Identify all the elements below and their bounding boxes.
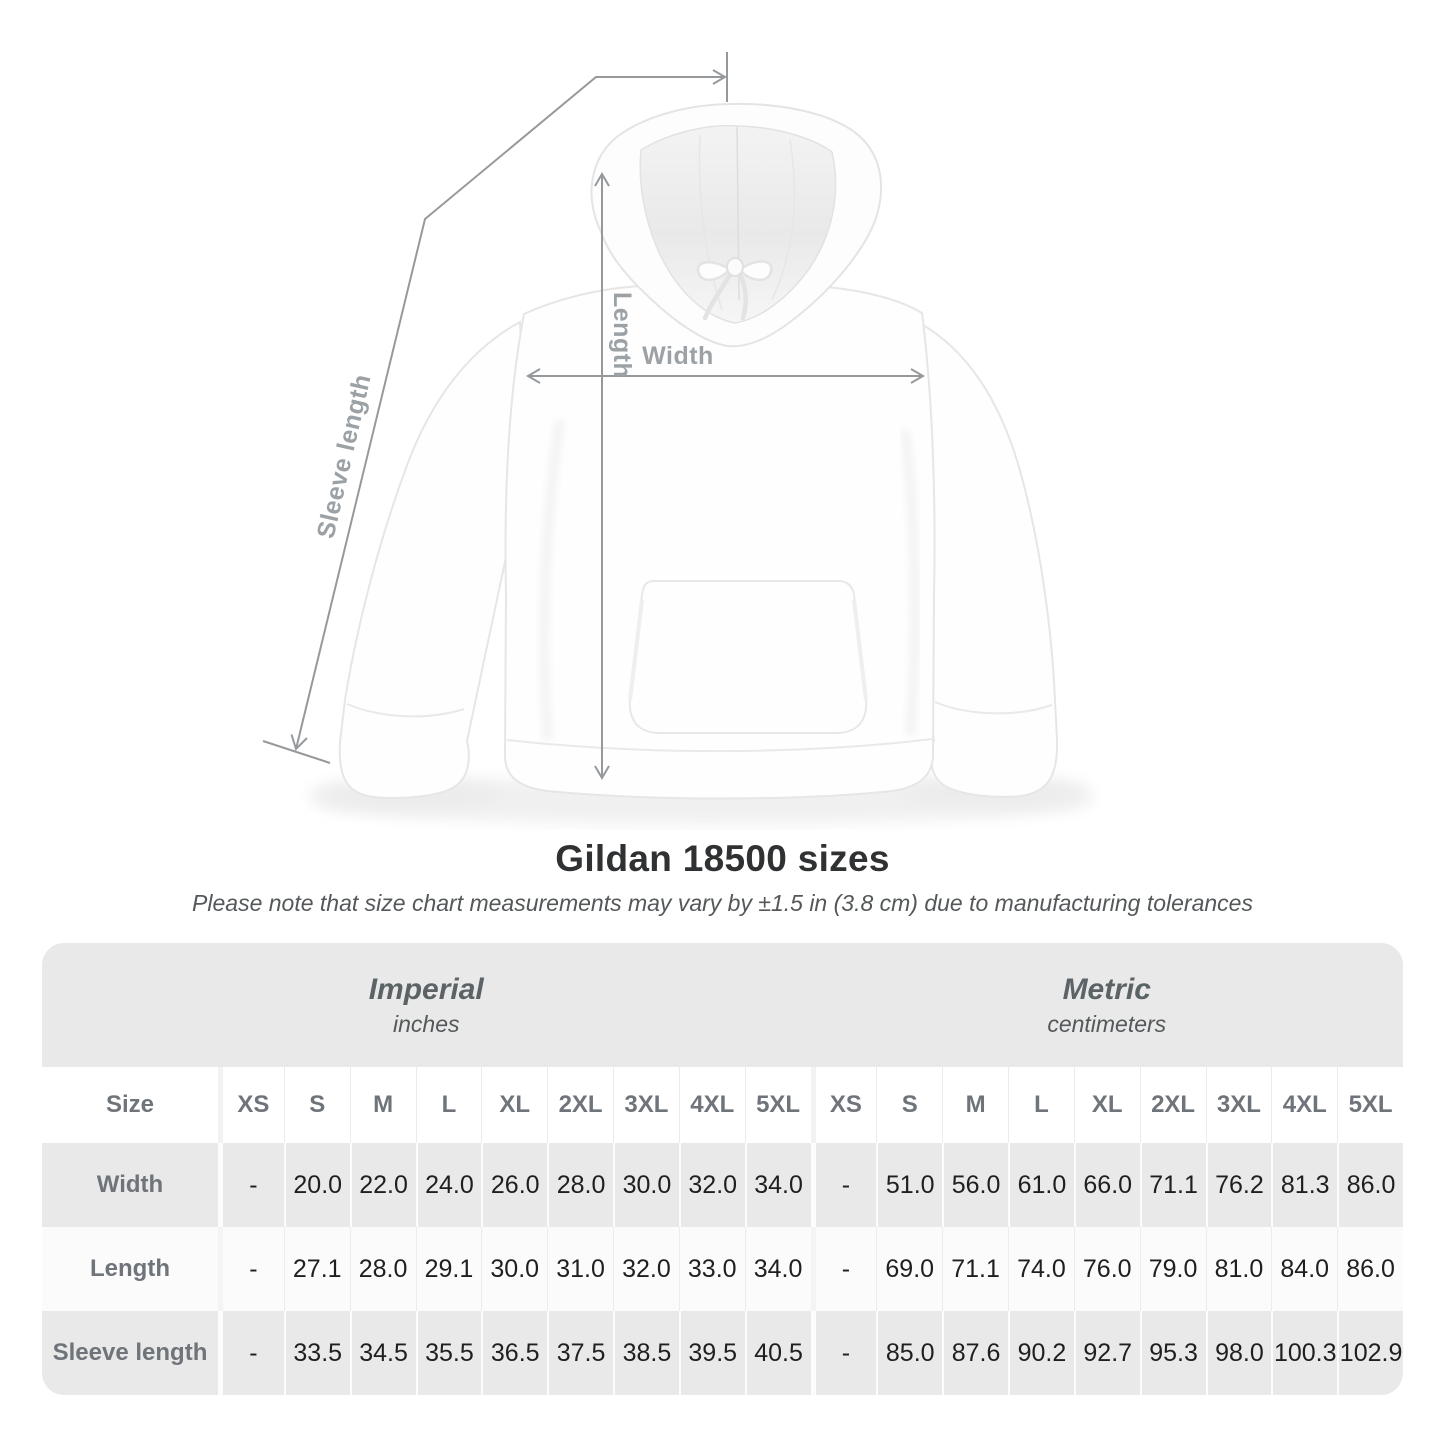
value-cell: 100.3 — [1271, 1311, 1337, 1395]
value-cell: 34.0 — [745, 1143, 811, 1227]
value-cell: 71.1 — [1140, 1143, 1206, 1227]
size-col-header: M — [350, 1067, 416, 1143]
sleeve-length-label: Sleeve length — [311, 371, 377, 542]
value-cell: 28.0 — [547, 1143, 613, 1227]
value-cell: 87.6 — [942, 1311, 1008, 1395]
size-header-row — [42, 1067, 1403, 1143]
value-cell: 98.0 — [1206, 1311, 1272, 1395]
value-cell: 34.5 — [350, 1311, 416, 1395]
value-cell: 40.5 — [745, 1311, 811, 1395]
hoodie-illustration — [310, 104, 1095, 824]
size-col-header: L — [1008, 1067, 1074, 1143]
size-col-header: 2XL — [1140, 1067, 1206, 1143]
size-col-header: 3XL — [1206, 1067, 1272, 1143]
value-cell: 56.0 — [942, 1143, 1008, 1227]
drawstring-knot — [727, 258, 743, 276]
value-cell: - — [811, 1311, 877, 1395]
value-cell: 30.0 — [481, 1227, 547, 1311]
table-row-width — [42, 1143, 1403, 1227]
value-cell: 26.0 — [481, 1143, 547, 1227]
value-cell: 22.0 — [350, 1143, 416, 1227]
tolerance-note: Please note that size chart measurements may vary by ±1.5 in (3.8 cm) due to manufacturing tolerances — [192, 890, 1253, 916]
table-header-band — [42, 943, 1403, 1067]
value-cell: - — [811, 1227, 877, 1311]
value-cell: 27.1 — [284, 1227, 350, 1311]
value-cell: 29.1 — [416, 1227, 482, 1311]
value-cell: 86.0 — [1337, 1143, 1403, 1227]
size-col-header: 5XL — [745, 1067, 811, 1143]
value-cell: 66.0 — [1074, 1143, 1140, 1227]
metric-title: Metric — [1062, 972, 1151, 1006]
size-col-header: S — [284, 1067, 350, 1143]
size-corner-label: Size — [105, 1091, 155, 1118]
size-col-header: M — [942, 1067, 1008, 1143]
value-cell: 90.2 — [1008, 1311, 1074, 1395]
value-cell: 20.0 — [284, 1143, 350, 1227]
metric-section-header — [811, 943, 1404, 1067]
row-label: Width — [96, 1171, 164, 1198]
value-cell: - — [218, 1311, 284, 1395]
size-col-header: XS — [218, 1067, 284, 1143]
value-cell: 71.1 — [942, 1227, 1008, 1311]
value-cell: 85.0 — [876, 1311, 942, 1395]
value-cell: 28.0 — [350, 1227, 416, 1311]
length-label: Length — [608, 292, 636, 379]
size-col-header: 2XL — [547, 1067, 613, 1143]
value-cell: 76.2 — [1206, 1143, 1272, 1227]
kangaroo-pocket — [630, 581, 866, 733]
size-chart-table — [42, 943, 1403, 1395]
size-col-header: XL — [481, 1067, 547, 1143]
page-title: Gildan 18500 sizes — [555, 838, 890, 879]
value-cell: 34.0 — [745, 1227, 811, 1311]
size-col-header: XS — [811, 1067, 877, 1143]
value-cell: 81.0 — [1206, 1227, 1272, 1311]
size-col-header: 3XL — [613, 1067, 679, 1143]
imperial-title: Imperial — [368, 972, 484, 1006]
value-cell: - — [811, 1143, 877, 1227]
value-cell: 79.0 — [1140, 1227, 1206, 1311]
value-cell: 81.3 — [1271, 1143, 1337, 1227]
width-label: Width — [642, 342, 714, 370]
table-row-sleeve-length — [42, 1311, 1403, 1395]
value-cell: 61.0 — [1008, 1143, 1074, 1227]
value-cell: 76.0 — [1074, 1227, 1140, 1311]
value-cell: 35.5 — [416, 1311, 482, 1395]
value-cell: 37.5 — [547, 1311, 613, 1395]
imperial-section-header — [42, 943, 811, 1067]
value-cell: - — [218, 1143, 284, 1227]
value-cell: 69.0 — [876, 1227, 942, 1311]
size-col-header: L — [416, 1067, 482, 1143]
value-cell: 102.9 — [1337, 1311, 1403, 1395]
row-label: Sleeve length — [52, 1339, 208, 1366]
table-row-length — [42, 1227, 1403, 1311]
value-cell: 84.0 — [1271, 1227, 1337, 1311]
value-cell: 74.0 — [1008, 1227, 1074, 1311]
size-col-header: S — [876, 1067, 942, 1143]
value-cell: 33.5 — [284, 1311, 350, 1395]
size-col-header: XL — [1074, 1067, 1140, 1143]
value-cell: 33.0 — [679, 1227, 745, 1311]
size-col-header: 5XL — [1337, 1067, 1403, 1143]
value-cell: 39.5 — [679, 1311, 745, 1395]
value-cell: 31.0 — [547, 1227, 613, 1311]
value-cell: 30.0 — [613, 1143, 679, 1227]
value-cell: 51.0 — [876, 1143, 942, 1227]
row-label: Length — [90, 1255, 170, 1282]
value-cell: 24.0 — [416, 1143, 482, 1227]
imperial-unit: inches — [393, 1010, 460, 1037]
value-cell: 32.0 — [679, 1143, 745, 1227]
value-cell: 36.5 — [481, 1311, 547, 1395]
value-cell: 86.0 — [1337, 1227, 1403, 1311]
size-col-header: 4XL — [1271, 1067, 1337, 1143]
value-cell: 92.7 — [1074, 1311, 1140, 1395]
value-cell: 95.3 — [1140, 1311, 1206, 1395]
value-cell: 32.0 — [613, 1227, 679, 1311]
size-col-header: 4XL — [679, 1067, 745, 1143]
value-cell: 38.5 — [613, 1311, 679, 1395]
metric-unit: centimeters — [1047, 1010, 1167, 1037]
value-cell: - — [218, 1227, 284, 1311]
